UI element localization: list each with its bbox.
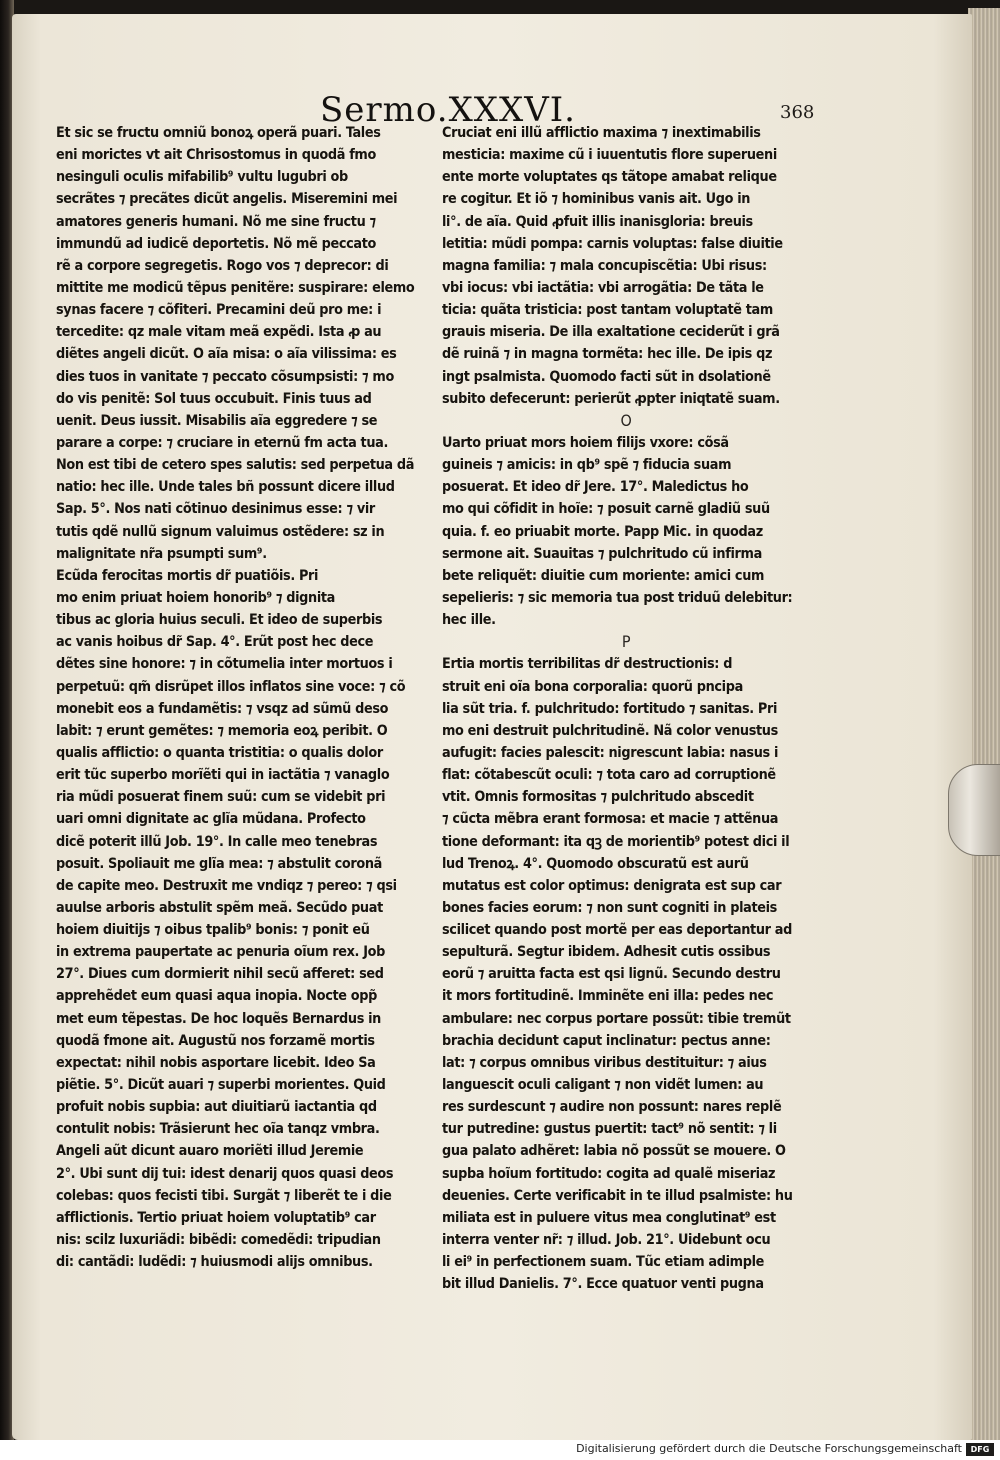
text-line: amatores generis humani. Nõ me sine fructu ⁊: [56, 213, 376, 230]
text-line: grauis miseria. De illa exaltatione ceciderũt i grã: [442, 324, 780, 341]
text-line: Uarto priuat mors hoiem filijs vxore: cõsã: [442, 434, 729, 451]
text-line: afflictionis. Tertio priuat hoiem voluptatib⁹ car: [56, 1209, 376, 1226]
text-line: nis: scilz luxuriãdi: bibẽdi: comedẽdi: tripudian: [56, 1232, 381, 1249]
text-line: di: cantãdi: ludẽdi: ⁊ huiusmodi alijs omnibus.: [56, 1254, 373, 1271]
text-line: tione deformant: ita qꝫ de morientib⁹ potest dici il: [442, 833, 790, 850]
text-line: contulit nobis: Trãsierunt hec oĩa tanqz vmbra.: [56, 1121, 380, 1138]
text-line: languescit oculi caligant ⁊ non vidẽt lumen: au: [442, 1077, 764, 1094]
text-line: rẽ a corpore segregetis. Rogo vos ⁊ deprecor: di: [56, 257, 389, 274]
text-line: interra venter nr̃: ⁊ illud. Job. 21°. Uidebunt ocu: [442, 1232, 771, 1249]
text-line: dicẽ poterit illũ Job. 19°. In calle meo tenebras: [56, 833, 378, 850]
text-column-left: [56, 122, 428, 1273]
text-line: hec ille.: [442, 612, 496, 629]
text-line: gua palato adhẽret: labia nõ possũt se mouere. O: [442, 1143, 786, 1160]
text-line: profuit nobis supbia: aut diuitiarũ iactantia qd: [56, 1099, 377, 1116]
text-line: uenit. Deus iussit. Misabilis aĩa eggredere ⁊ se: [56, 412, 378, 429]
text-line: magna familia: ⁊ mala concupiscẽtia: Ubi risus:: [442, 257, 767, 274]
text-line: malignitate nr̃a psumpti sum⁹.: [56, 545, 267, 562]
text-line: erit tũc superbo morĩẽti qui in iactãtia ⁊ vanaglo: [56, 767, 390, 784]
text-line: 2°. Ubi sunt dij tui: idest denarij quos quasi deos: [56, 1165, 394, 1182]
text-line: bones facies eorum: ⁊ non sunt cogniti in plateis: [442, 899, 777, 916]
text-line: 27°. Diues cum dormierit nihil secũ afferet: sed: [56, 966, 384, 983]
text-line: vbi iocus: vbi iactãtia: vbi arrogãtia: De tãta le: [442, 279, 764, 296]
text-line: Angeli aũt dicunt auaro moriẽti illud Jeremie: [56, 1143, 364, 1160]
text-line: parare a corpe: ⁊ cruciare in eternũ fm acta tua.: [56, 434, 388, 451]
text-line: do vis penitẽ: Sol tuus occubuit. Finis tuus ad: [56, 390, 372, 407]
text-line: natio: hec ille. Unde tales bñ possunt dicere illud: [56, 479, 395, 496]
text-line: posuit. Spoliauit me glĩa mea: ⁊ abstulit coronã: [56, 855, 383, 872]
text-line: O: [620, 410, 632, 430]
text-line: li°. de aĩa. Quid ꝓfuit illis inanisgloria: breuis: [442, 213, 753, 230]
text-line: hoiem diuitijs ⁊ oibus tpalib⁹ bonis: ⁊ ponit eũ: [56, 922, 370, 939]
text-line: eni morictes vt ait Chrisostomus in quodã fmo: [56, 147, 376, 164]
text-line: tur putredine: gustus puertit: tact⁹ nõ sentit: ⁊ li: [442, 1121, 777, 1138]
text-line: met eum tẽpestas. De hoc loquẽs Bernardus in: [56, 1010, 381, 1027]
text-line: mittite me modicũ tẽpus penitẽre: suspirare: elemo: [56, 279, 415, 296]
text-line: ria mũdi posuerat finem suũ: cum se videbit pri: [56, 789, 386, 806]
text-line: ingt psalmista. Quomodo facti sũt in dsolationẽ: [442, 368, 771, 385]
text-line: Sap. 5°. Nos nati cõtinuo desinimus esse: ⁊ vir: [56, 501, 375, 518]
text-line: Ertia mortis terribilitas dr̃ destructionis: d: [442, 656, 733, 673]
text-line: de capite meo. Destruxit me vndiqz ⁊ pereo: ⁊ qsi: [56, 877, 397, 894]
text-line: sepulturã. Segtur ibidem. Adhesit cutis ossibus: [442, 944, 771, 961]
text-line: dẽtes sine honore: ⁊ in cõtumelia inter mortuos i: [56, 656, 393, 673]
text-line: lud Trenoꝝ. 4°. Quomodo obscuratũ est aurũ: [442, 855, 749, 872]
text-line: aufugit: facies palescit: nigrescunt labia: nasus i: [442, 744, 778, 761]
text-line: it mors fortitudinẽ. Imminẽte eni illa: pedes nec: [442, 988, 774, 1005]
text-line: colebas: quos fecisti tibi. Surgãt ⁊ liberẽt te i die: [56, 1187, 392, 1204]
text-column-right: [442, 122, 810, 1295]
text-line: immundũ ad iudicẽ deportetis. Nõ mẽ peccato: [56, 235, 376, 252]
text-line: ente morte voluptates qs tãtope amabat relique: [442, 169, 777, 186]
text-line: bit illud Danielis. 7°. Ecce quatuor venti pugna: [442, 1276, 764, 1293]
text-line: Et sic se fructu omniũ bonoꝝ operã puari. Tales: [56, 125, 381, 141]
folio-number: 368: [780, 102, 815, 123]
text-line: Cruciat eni illũ afflictio maxima ⁊ inextimabilis: [442, 125, 761, 141]
text-line: apprehẽdet eum quasi aqua inopia. Nocte opp̃: [56, 988, 377, 1005]
running-head: Sermo.XXXVI.: [320, 90, 576, 130]
text-line: tibus ac gloria huius seculi. Et ideo de superbis: [56, 612, 383, 629]
footer-bar: [0, 1440, 1000, 1460]
text-line: dies tuos in vanitate ⁊ peccato cõsumpsisti: ⁊ mo: [56, 368, 394, 385]
text-line: ambulare: nec corpus portare possũt: tibie tremũt: [442, 1010, 791, 1027]
text-line: miliata est in puluere vitus mea conglutinat⁹ est: [442, 1209, 776, 1226]
funding-credit: Digitalisierung gefördert durch die Deutsche Forschungsgemeinschaft: [576, 1442, 962, 1455]
page-stack: [968, 8, 1000, 1440]
text-line: res surdescunt ⁊ audire non possunt: nares replẽ: [442, 1099, 782, 1116]
text-line: monebit eos a fundamẽtis: ⁊ vsqz ad sũmũ deso: [56, 700, 389, 717]
text-line: tercedite: qz male vitam meã expẽdi. Ista ꝓ au: [56, 324, 382, 341]
text-line: secrãtes ⁊ precãtes dicũt angelis. Miseremini mei: [56, 191, 398, 208]
text-line: sepelieris: ⁊ sic memoria tua post triduũ delebitur:: [442, 589, 793, 606]
text-line: mo eni destruit pulchritudinẽ. Nã color venustus: [442, 722, 778, 739]
text-line: quodã fmone ait. Augustũ nos forzamẽ mortis: [56, 1032, 375, 1049]
text-line: supba hoĩum fortitudo: cogita ad qualẽ miseriaz: [442, 1165, 776, 1182]
text-line: perpetuũ: qm̃ disrũpet illos inflatos sine voce: ⁊ cõ: [56, 678, 406, 695]
text-line: mo enim priuat hoiem honorib⁹ ⁊ dignita: [56, 589, 336, 606]
text-line: guineis ⁊ amicis: in qb⁹ spẽ ⁊ fiducia suam: [442, 457, 732, 474]
text-line: struit eni oĩa bona corporalia: quorũ pncipa: [442, 678, 743, 695]
text-line: deuenies. Certe verificabit in te illud psalmiste: hu: [442, 1187, 793, 1204]
dfg-logo: DFG: [966, 1443, 994, 1456]
text-line: tutis qdẽ nullũ signum valuimus ostẽdere: sz in: [56, 523, 385, 540]
text-line: re cogitur. Et iõ ⁊ hominibus vanis ait. Ugo in: [442, 191, 751, 208]
text-line: diẽtes angeli dicũt. O aĩa misa: o aĩa vilissima: es: [56, 346, 397, 363]
text-line: auulse arboris abstulit spẽm meã. Secũdo puat: [56, 899, 383, 916]
text-line: dẽ ruinã ⁊ in magna tormẽta: hec ille. De ipis qz: [442, 346, 773, 363]
text-line: subito defecerunt: perierũt ꝓpter iniqtatẽ suam.: [442, 390, 780, 407]
text-line: qualis afflictio: o quanta tristitia: o qualis dolor: [56, 744, 383, 761]
text-line: flat: cõtabescũt oculi: ⁊ tota caro ad corruptionẽ: [442, 767, 776, 784]
text-line: mutatus est color optimus: denigrata est sup car: [442, 877, 782, 894]
text-line: ticia: quãta tristicia: post tantam voluptatẽ tam: [442, 302, 773, 319]
text-line: posuerat. Et ideo dr̃ Jere. 17°. Maledictus ho: [442, 479, 749, 496]
text-line: Non est tibi de cetero spes salutis: sed perpetua dã: [56, 457, 415, 474]
text-line: mo qui cõfidit in hoĩe: ⁊ posuit carnẽ gladiũ suũ: [442, 501, 770, 518]
text-line: sermone ait. Suauitas ⁊ pulchritudo cũ infirma: [442, 545, 762, 562]
text-line: piẽtie. 5°. Dicũt auari ⁊ superbi morientes. Quid: [56, 1077, 386, 1094]
text-line: brachia decidunt caput inclinatur: pectus anne:: [442, 1032, 771, 1049]
page-clasp: [948, 764, 1000, 856]
text-line: vtit. Omnis formositas ⁊ pulchritudo abscedit: [442, 789, 754, 806]
text-line: mesticia: maxime cũ i iuuentutis flore superueni: [442, 147, 777, 164]
text-line: labit: ⁊ erunt gemẽtes: ⁊ memoria eoꝝ peribit. O: [56, 722, 388, 739]
text-line: bete reliquẽt: diuitie cum moriente: amici cum: [442, 567, 765, 584]
text-line: in extrema paupertate ac penuria oĩum rex. Job: [56, 944, 386, 961]
text-line: synas facere ⁊ cõfiteri. Precamini deũ pro me: i: [56, 302, 382, 319]
text-line: uari omni dignitate ac glĩa mũdana. Profecto: [56, 811, 366, 828]
text-line: letitia: mũdi pompa: carnis voluptas: false diuitie: [442, 235, 783, 252]
text-line: eorũ ⁊ aruitta facta est qsi lignũ. Secundo destru: [442, 966, 781, 983]
text-line: ⁊ cũcta mẽbra erant formosa: et macie ⁊ attẽnua: [442, 811, 779, 828]
text-line: quia. f. eo priuabit morte. Papp Mic. in quodaz: [442, 523, 763, 540]
text-line: nesingulі oculis mifabilib⁹ vultu lugubri ob: [56, 169, 348, 186]
text-line: ac vanis hoibus dr̃ Sap. 4°. Erũt post hec dece: [56, 634, 374, 651]
text-line: lia sũt tria. f. pulchritudo: fortitudo ⁊ sanitas. Pri: [442, 700, 778, 717]
text-line: lat: ⁊ corpus omnibus viribus destituitur: ⁊ aius: [442, 1054, 767, 1071]
text-line: Ecũda ferocitas mortis dr̃ puatiõis. Pri: [56, 567, 319, 584]
text-line: scilicet quando post mortẽ per eas deportantur ad: [442, 922, 792, 939]
text-line: li ei⁹ in perfectionem suam. Tũc etiam adimple: [442, 1254, 764, 1271]
text-line: expectat: nihil nobis asportare licebit. Ideo Sa: [56, 1054, 376, 1071]
text-line: P: [621, 632, 631, 652]
